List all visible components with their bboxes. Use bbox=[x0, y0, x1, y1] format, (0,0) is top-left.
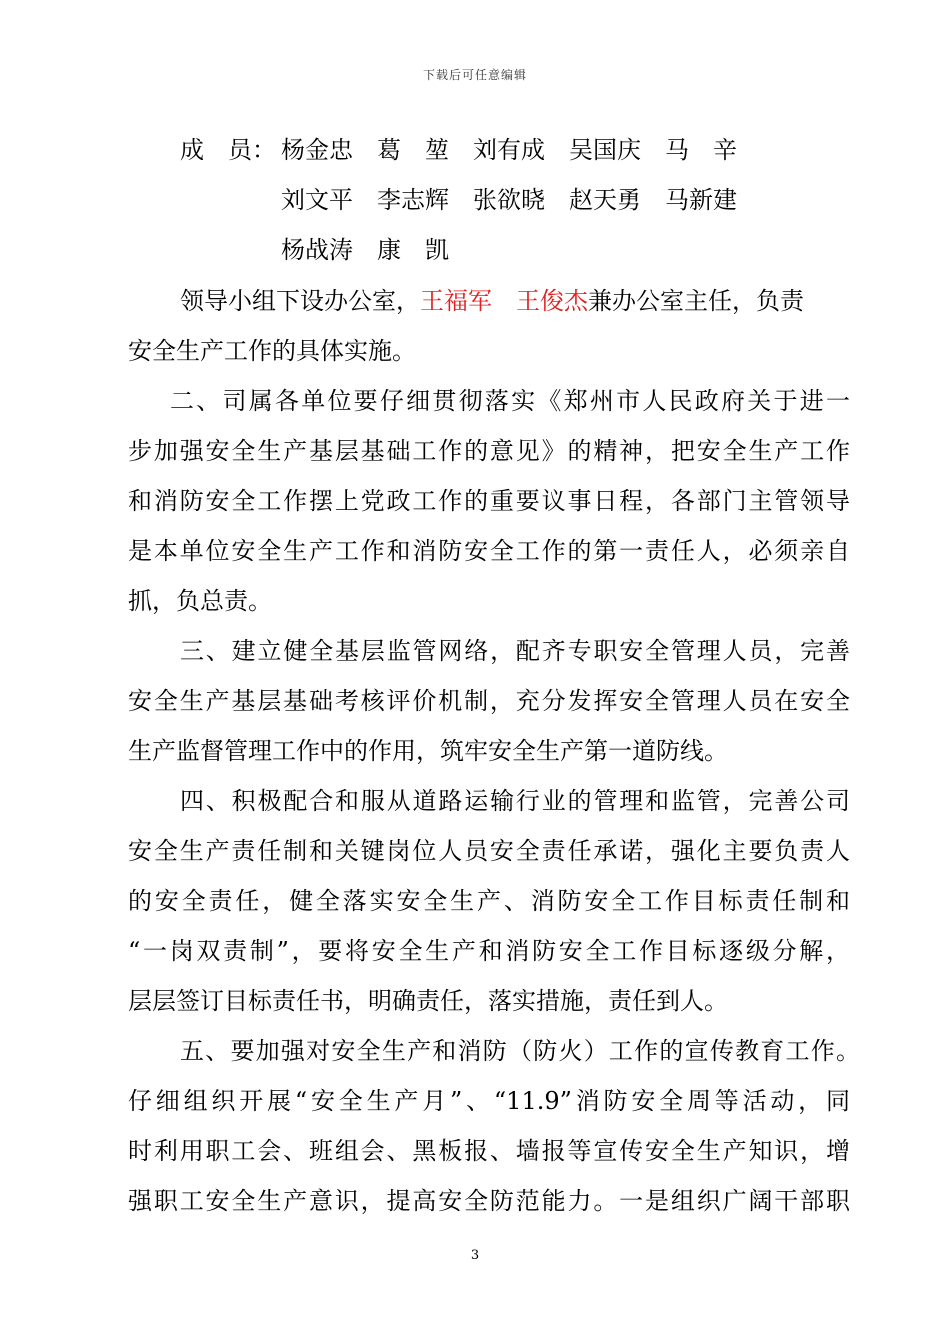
section2-line: 和消防安全工作摆上党政工作的重要议事日程，各部门主管领导 bbox=[128, 487, 850, 515]
section4-line: 安全生产责任制和关键岗位人员安全责任承诺，强化主要负责人 bbox=[128, 837, 850, 865]
section5-line: 五、要加强对安全生产和消防（防火）工作的宣传教育工作。 bbox=[180, 1037, 860, 1065]
section4-line: “一岗双责制”，要将安全生产和消防安全工作目标逐级分解， bbox=[128, 937, 850, 965]
section2-line: 抓，负总责。 bbox=[128, 587, 272, 615]
section3-line: 生产监督管理工作中的作用，筑牢安全生产第一道防线。 bbox=[128, 737, 728, 765]
office-line-2: 安全生产工作的具体实施。 bbox=[128, 337, 416, 365]
members-row-1: 杨金忠 葛 堃 刘有成 吴国庆 马 辛 bbox=[281, 136, 737, 164]
section4-line: 四、积极配合和服从道路运输行业的管理和监管，完善公司 bbox=[180, 787, 850, 815]
section2-line: 步加强安全生产基层基础工作的意见》的精神，把安全生产工作 bbox=[128, 437, 850, 465]
section5-line: 时利用职工会、班组会、黑板报、墙报等宣传安全生产知识，增 bbox=[128, 1137, 850, 1165]
section5-line: 仔细组织开展“安全生产月”、“11.9”消防安全周等活动，同 bbox=[128, 1087, 850, 1115]
office-director-names: 王福军 王俊杰 bbox=[420, 287, 588, 315]
office-line-1 bbox=[180, 286, 804, 316]
section4-line: 的安全责任，健全落实安全生产、消防安全工作目标责任制和 bbox=[128, 887, 850, 915]
section5-line: 强职工安全生产意识，提高安全防范能力。一是组织广阔干部职 bbox=[128, 1187, 850, 1215]
page-number: 3 bbox=[470, 1248, 480, 1263]
page-header: 下载后可任意编辑 bbox=[422, 68, 527, 82]
section3-line: 三、建立健全基层监管网络，配齐专职安全管理人员，完善 bbox=[180, 637, 850, 665]
members-label: 成 员： bbox=[180, 136, 276, 164]
section2-line: 是本单位安全生产工作和消防安全工作的第一责任人，必须亲自 bbox=[128, 537, 850, 565]
section4-line: 层层签订目标责任书，明确责任，落实措施，责任到人。 bbox=[128, 987, 728, 1015]
section3-line: 安全生产基层基础考核评价机制，充分发挥安全管理人员在安全 bbox=[128, 687, 850, 715]
section2-line: 二、司属各单位要仔细贯彻落实《郑州市人民政府关于进一 bbox=[170, 387, 850, 415]
office-suffix: 兼办公室主任，负责 bbox=[588, 287, 804, 315]
members-row-3: 杨战涛 康 凯 bbox=[281, 236, 449, 264]
office-prefix: 领导小组下设办公室， bbox=[180, 287, 420, 315]
members-row-2: 刘文平 李志辉 张欲晓 赵天勇 马新建 bbox=[281, 186, 737, 214]
